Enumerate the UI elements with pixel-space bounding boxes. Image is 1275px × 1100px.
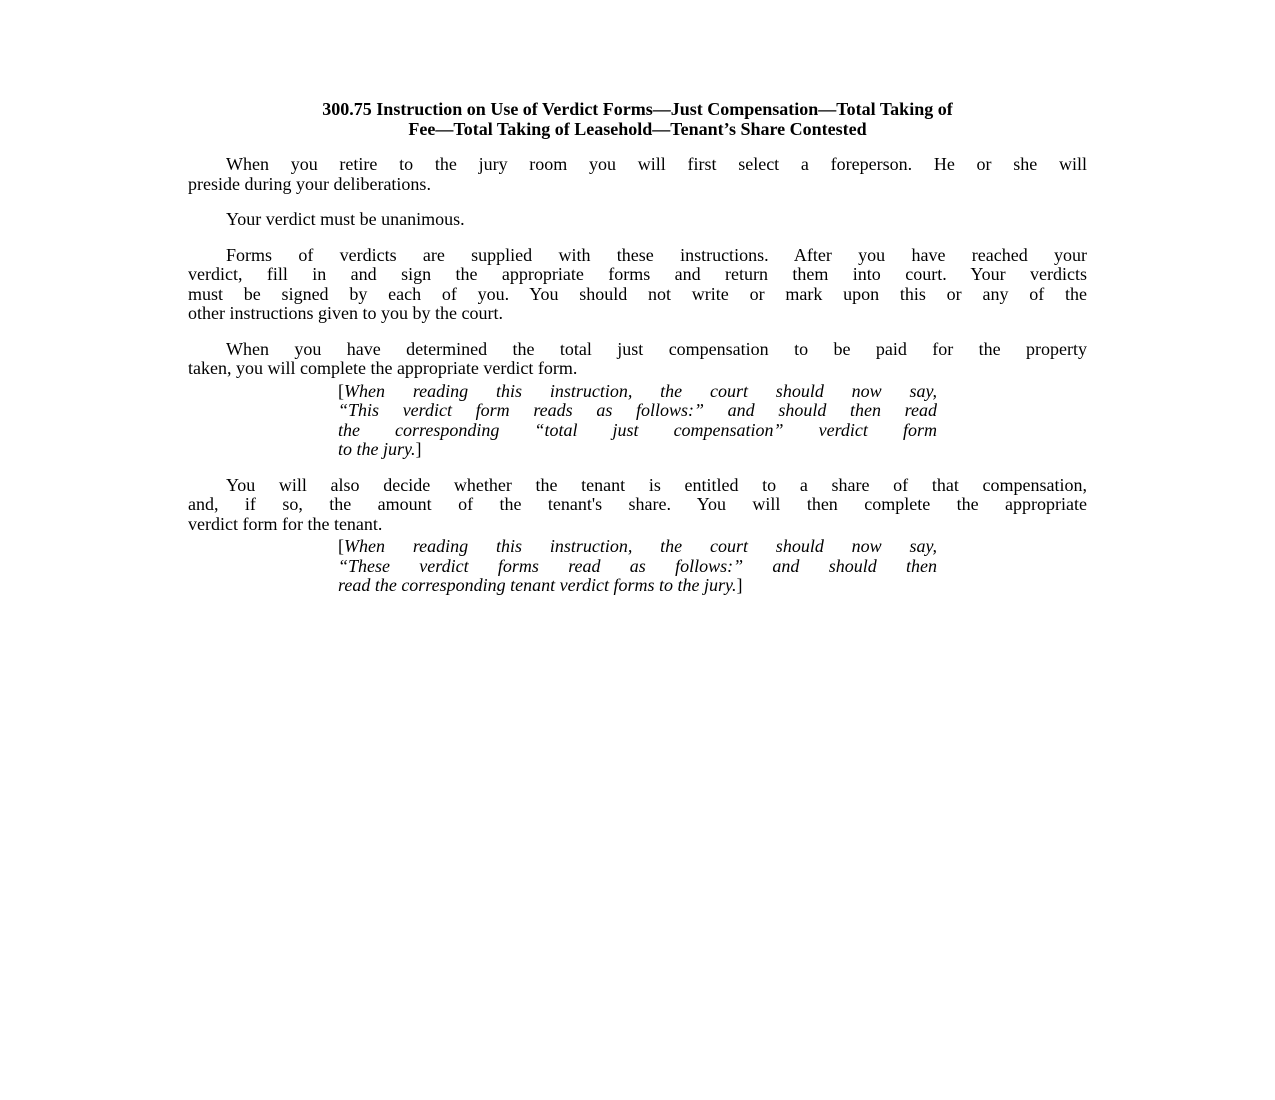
title-line: 300.75 Instruction on Use of Verdict Forms—Just Compensation—Total Taking of <box>322 99 953 119</box>
text-line: must be signed by each of you. You should not write or mark upon this or any of the <box>188 283 1087 304</box>
note-text: the corresponding “total just compensation” verdict form <box>338 419 937 440</box>
text-line: When you retire to the jury room you will first select a foreperson. He or she will <box>226 154 1087 174</box>
paragraph-unanimous <box>188 210 1087 230</box>
court-note-total: [When reading this instruction, the court should now say, “This verdict form reads as follows:” and should then read the corresponding “total just compensation” verdict form to the jury.] <box>338 380 937 459</box>
note-text: “These verdict forms read as follows:” and should then <box>338 555 937 576</box>
text-line: When you have determined the total just compensation to be paid for the property <box>226 338 1087 359</box>
title-line: Fee—Total Taking of Leasehold—Tenant’s Share Contested <box>408 118 867 139</box>
paragraph-forms <box>188 246 1087 324</box>
text-line: verdict, fill in and sign the appropriate forms and return them into court. Your verdicts <box>188 264 1087 284</box>
text-line: You will also decide whether the tenant is entitled to a share of that compensation, <box>226 474 1087 495</box>
paragraph-tenant-share <box>188 476 1087 535</box>
note-text: to the jury. <box>338 439 416 459</box>
note-text: When reading this instruction, the court should now say, <box>344 536 937 556</box>
text-line: other instructions given to you by the court. <box>188 303 503 323</box>
note-text: read the corresponding tenant verdict forms to the jury. <box>338 575 737 595</box>
text-line: Your verdict must be unanimous. <box>226 209 465 229</box>
text-line: preside during your deliberations. <box>188 173 431 194</box>
paragraph-foreperson <box>188 155 1087 194</box>
text-line: verdict form for the tenant. <box>188 513 383 534</box>
note-text: “This verdict form reads as follows:” and should then read <box>338 400 937 420</box>
document-page <box>188 100 1087 612</box>
note-text: When reading this instruction, the court should now say, <box>344 380 937 401</box>
text-line: and, if so, the amount of the tenant's share. You will then complete the appropriate <box>188 494 1087 514</box>
text-line: taken, you will complete the appropriate verdict form. <box>188 358 578 378</box>
court-note-tenant: [When reading this instruction, the court should now say, “These verdict forms read as follows:” and should then read the corresponding tenant verdict forms to the jury.] <box>338 536 937 595</box>
paragraph-total-compensation <box>188 340 1087 379</box>
instruction-title <box>188 100 1087 139</box>
text-line: Forms of verdicts are supplied with these instructions. After you have reached your <box>226 244 1087 265</box>
